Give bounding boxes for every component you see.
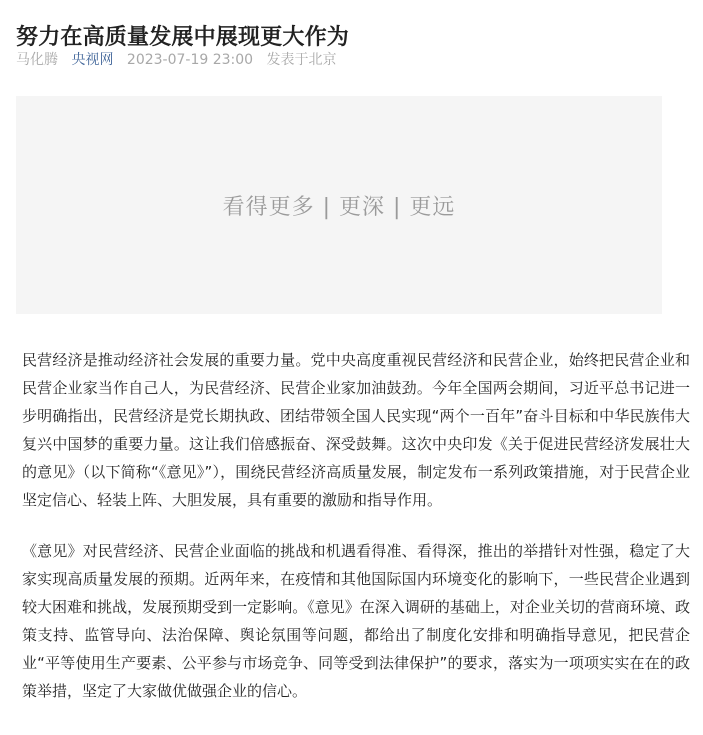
publish-location: 发表于北京 (266, 52, 337, 68)
article-title: 努力在高质量发展中展现更大作为 (16, 24, 350, 50)
video-player-placeholder[interactable] (16, 96, 662, 314)
placeholder-slogan: 看得更多 | 更深 | 更远 (222, 194, 456, 220)
publish-datetime: 2023-07-19 23:00 (126, 52, 254, 68)
article-paragraph: 《意见》对民营经济、民营企业面临的挑战和机遇看得准、看得深，推出的举措针对性强，稳定了大家实现高质量发展的预期。近两年来，在疫情和其他国际国内环境变化的影响下，一些民营企业遇到较大困难和挑战，发展预期受到一定影响。《意见》在深入调研的基础上，对企业关切的营商环境、政策支持、监管导向、法治保障、舆论氛围等问题，都给出了制度化安排和明确指导意见，把民营企业“平等使用生产要素、公平参与市场竞争、同等受到法律保护”的要求，落实为一项项实实在在的政策举措，坚定了大家做优做强企业的信心。 (22, 542, 690, 700)
author-name[interactable]: 马化腾 (16, 52, 58, 68)
article-meta (16, 50, 346, 70)
article-paragraph: 民营经济是推动经济社会发展的重要力量。党中央高度重视民营经济和民营企业，始终把民营企业和民营企业家当作自己人，为民营经济、民营企业家加油鼓劲。今年全国两会期间，习近平总书记进一步明确指出，民营经济是党长期执政、团结带领全国人民实现“两个一百年”奋斗目标和中华民族伟大复兴中国梦的重要力量。这让我们倍感振奋、深受鼓舞。这次中央印发《关于促进民营经济发展壮大的意见》（以下简称“《意见》”），围绕民营经济高质量发展，制定发布一系列政策措施，对于民营企业坚定信心、轻装上阵、大胆发展，具有重要的激励和指导作用。 (22, 351, 690, 509)
article-body (22, 346, 690, 728)
source-link[interactable]: 央视网 (71, 52, 114, 68)
